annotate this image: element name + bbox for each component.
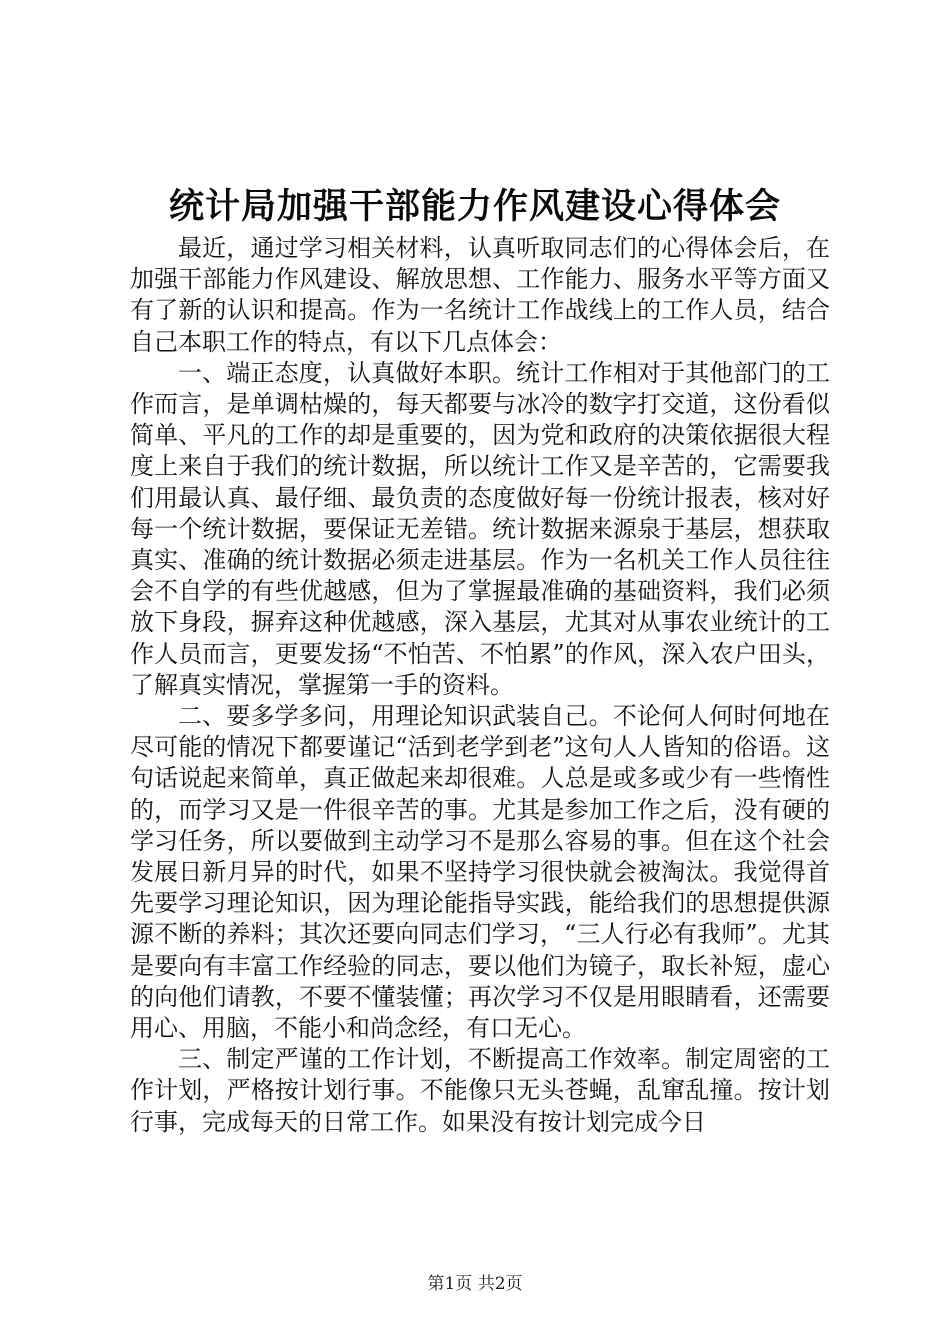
paragraph-section-1: 一、端正态度，认真做好本职。统计工作相对于其他部门的工作而言，是单调枯燥的，每天都要与冰冷的数字打交道，这份看似简单、平凡的工作的却是重要的，因为党和政府的决策依据很大程度上来自于我们的统计数据，所以统计工作又是辛苦的，它需要我们用最认真、最仔细、最负责的态度做好每一份统计报表，核对好每一个统计数据，要保证无差错。统计数据来源泉于基层，想获取真实、准确的统计数据必须走进基层。作为一名机关工作人员往往会不自学的有些优越感，但为了掌握最准确的基础资料，我们必须放下身段，摒弃这种优越感，深入基层，尤其对从事农业统计的工作人员而言，更要发扬“不怕苦、不怕累”的作风，深入农户田头，了解真实情况，掌握第一手的资料。 [130, 358, 830, 699]
paragraph-intro: 最近，通过学习相关材料，认真听取同志们的心得体会后，在加强干部能力作风建设、解放思想、工作能力、服务水平等方面又有了新的认识和提高。作为一名统计工作战线上的工作人员，结合自己本职工作的特点，有以下几点体会： [130, 234, 830, 356]
paragraph-section-2: 二、要多学多问，用理论知识武装自己。不论何人何时何地在尽可能的情况下都要谨记“活到老学到老”这句人人皆知的俗语。这句话说起来简单，真正做起来却很难。人总是或多或少有一些惰性的，而学习又是一件很辛苦的事。尤其是参加工作之后，没有硬的学习任务，所以要做到主动学习不是那么容易的事。但在这个社会发展日新月异的时代，如果不坚持学习很快就会被淘汰。我觉得首先要学习理论知识，因为理论能指导实践，能给我们的思想提供源源不断的养料；其次还要向同志们学习，“三人行必有我师”。尤其是要向有丰富工作经验的同志，要以他们为镜子，取长补短，虚心的向他们请教，不要不懂装懂；再次学习不仅是用眼睛看，还需要用心、用脑，不能小和尚念经，有口无心。 [130, 702, 830, 1043]
document-title: 统计局加强干部能力作风建设心得体会 [168, 186, 781, 227]
document-body [130, 233, 830, 1138]
page-number-footer: 第1页 共2页 [427, 1274, 523, 1294]
paragraph-section-3: 三、制定严谨的工作计划，不断提高工作效率。制定周密的工作计划，严格按计划行事。不能像只无头苍蝇，乱窜乱撞。按计划行事，完成每天的日常工作。如果没有按计划完成今日 [130, 1045, 830, 1136]
